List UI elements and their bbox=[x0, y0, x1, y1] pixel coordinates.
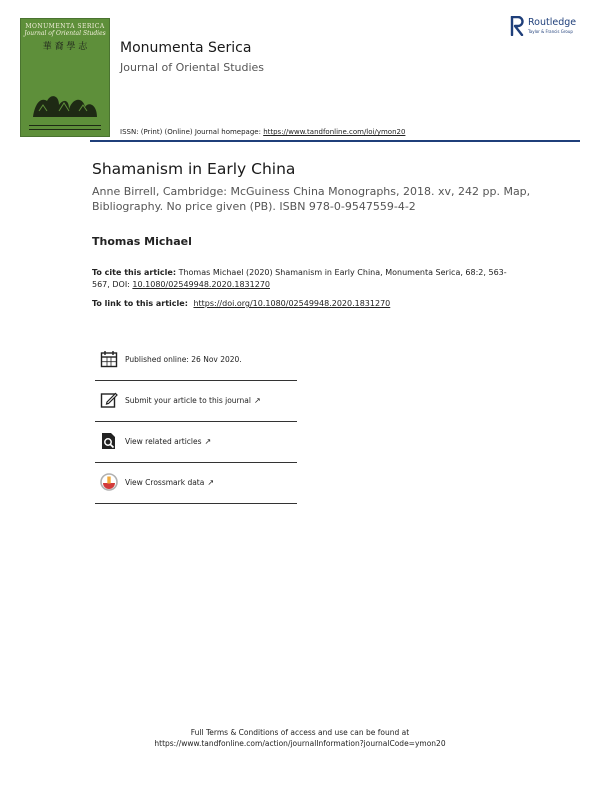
journal-homepage-link[interactable]: https://www.tandfonline.com/loi/ymon20 bbox=[263, 128, 406, 136]
cover-chinese-title: 華 裔 學 志 bbox=[42, 42, 88, 52]
related-articles-label: View related articles bbox=[125, 437, 202, 446]
article-link bbox=[92, 299, 390, 308]
edit-icon bbox=[100, 391, 118, 409]
submit-article-label: Submit your article to this journal bbox=[125, 396, 251, 405]
citation-doi-link[interactable]: 10.1080/02549948.2020.1831270 bbox=[132, 280, 270, 289]
journal-cover-image bbox=[20, 18, 110, 137]
footer bbox=[0, 727, 600, 749]
cover-title: MONUMENTA SERICA bbox=[25, 23, 105, 30]
crossmark-row[interactable] bbox=[95, 463, 297, 504]
article-actions bbox=[95, 340, 297, 504]
published-online-label: Published online: 26 Nov 2020. bbox=[125, 355, 242, 364]
cover-illustration bbox=[29, 89, 101, 119]
crossmark-link[interactable] bbox=[125, 478, 214, 487]
journal-subtitle: Journal of Oriental Studies bbox=[120, 61, 265, 74]
routledge-r-icon bbox=[510, 16, 524, 36]
issn-label: ISSN: (Print) (Online) Journal homepage: bbox=[120, 128, 261, 136]
published-online-row bbox=[95, 340, 297, 381]
crossmark-icon bbox=[100, 473, 118, 491]
related-articles-row[interactable] bbox=[95, 422, 297, 463]
external-link-icon: ↗ bbox=[207, 478, 215, 487]
article-title: Shamanism in Early China bbox=[92, 160, 296, 178]
cover-rule bbox=[29, 129, 101, 130]
crossmark-label: View Crossmark data bbox=[125, 478, 205, 487]
related-articles-link[interactable] bbox=[125, 437, 211, 446]
article-doi-url[interactable]: https://doi.org/10.1080/02549948.2020.1831270 bbox=[193, 299, 391, 308]
article-subtitle: Anne Birrell, Cambridge: McGuiness China Monographs, 2018. xv, 242 pp. Map, Bibliography. No price given (PB). ISBN 978-0-9547559-4-2 bbox=[92, 185, 531, 213]
publisher-name: Routledge bbox=[528, 17, 577, 28]
external-link-icon: ↗ bbox=[204, 437, 212, 446]
issn-line bbox=[120, 128, 405, 136]
article-link-label: To link to this article: bbox=[92, 299, 188, 308]
citation-text: Thomas Michael (2020) Shamanism in Early China, Monumenta Serica, 68:2, 563-567, DOI: bbox=[92, 268, 507, 289]
routledge-logo bbox=[510, 16, 577, 40]
journal-title: Monumenta Serica bbox=[120, 40, 252, 56]
submit-article-row[interactable] bbox=[95, 381, 297, 422]
cover-subtitle: Journal of Oriental Studies bbox=[24, 30, 106, 37]
citation bbox=[92, 267, 512, 291]
external-link-icon: ↗ bbox=[253, 396, 261, 405]
header-divider bbox=[90, 140, 580, 142]
footer-terms-text: Full Terms & Conditions of access and use can be found at bbox=[190, 728, 410, 737]
citation-label: To cite this article: bbox=[92, 268, 177, 277]
search-document-icon bbox=[100, 432, 118, 450]
submit-article-link[interactable] bbox=[125, 396, 261, 405]
footer-terms-url[interactable]: https://www.tandfonline.com/action/journalInformation?journalCode=ymon20 bbox=[154, 739, 446, 748]
publisher-tagline: Taylor & Francis Group bbox=[528, 29, 573, 34]
calendar-icon bbox=[100, 350, 118, 368]
cover-rule bbox=[29, 125, 101, 126]
article-author: Thomas Michael bbox=[92, 235, 192, 248]
